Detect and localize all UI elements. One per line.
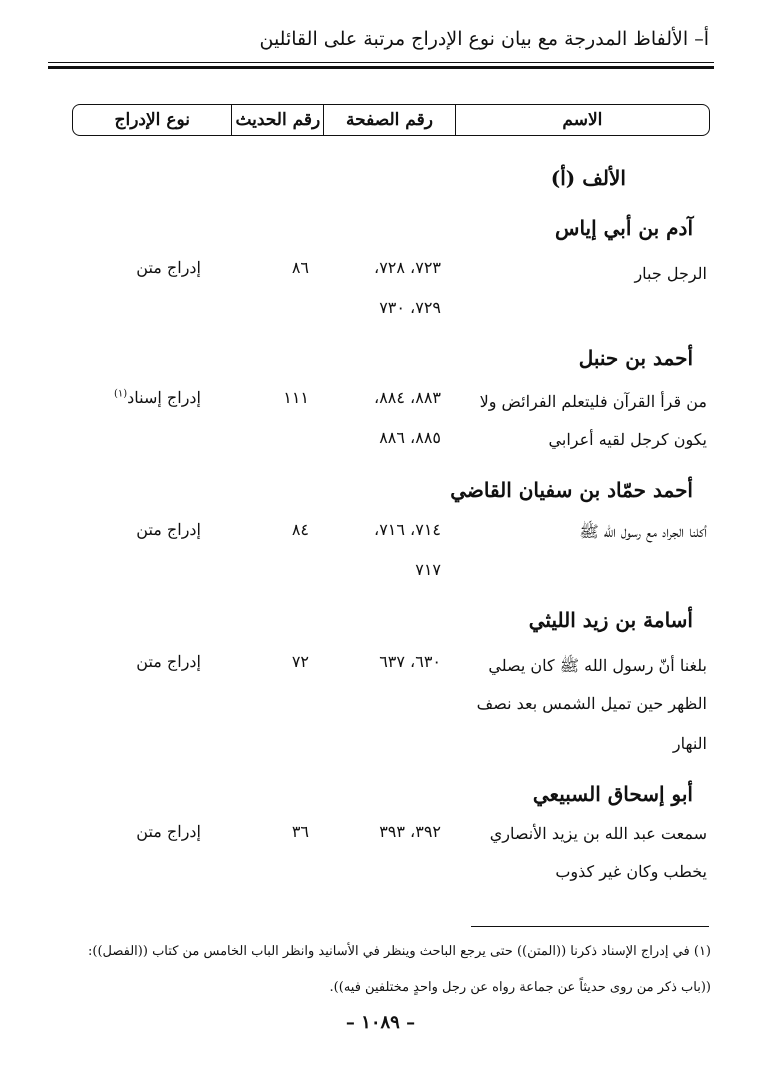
entry-hadith: ٣٦ xyxy=(291,822,309,841)
entry-text: بلغنا أنّ رسول الله ﷺ كان يصلي xyxy=(488,656,707,675)
entry-hadith: ٨٤ xyxy=(291,520,309,539)
entry-text: النهار xyxy=(672,734,707,753)
entry-type-text: إدراج إسناد xyxy=(127,388,201,407)
section-letter: الألف (أ) xyxy=(550,166,626,190)
footnote-line: (١) في إدراج الإسناد ذكرنا ((المتن)) حتى يرجع الباحث وينظر في الأسانيد وانظر الباب الخامس من كتاب ((الفصل)): xyxy=(88,944,711,959)
column-header-type: نوع الإدراج xyxy=(73,105,233,135)
entry-page: ٨٨٥، ٨٨٦ xyxy=(379,428,441,447)
entry-page: ٦٣٠، ٦٣٧ xyxy=(379,652,441,671)
footnote-rule xyxy=(471,926,709,927)
entry-text: من قرأ القرآن فليتعلم الفرائض ولا xyxy=(479,392,707,411)
entry-page: ٧٢٩، ٧٣٠ xyxy=(379,298,441,317)
column-header-hadith: رقم الحديث xyxy=(232,105,324,135)
entry-page: ٣٩٢، ٣٩٣ xyxy=(379,822,441,841)
column-header-name: الاسم xyxy=(562,110,603,130)
narrator-name: أحمد حمّاد بن سفيان القاضي xyxy=(450,478,693,502)
entry-type: إدراج متن xyxy=(136,652,201,671)
page-number: – ١٠٨٩ – xyxy=(345,1012,416,1033)
entry-type: إدراج متن xyxy=(136,520,201,539)
entry-page: ٨٨٣، ٨٨٤، xyxy=(374,388,441,407)
narrator-name: آدم بن أبي إياس xyxy=(555,216,693,240)
narrator-name: أسامة بن زيد الليثي xyxy=(528,608,693,632)
table-header xyxy=(72,104,710,136)
entry-text: الرجل جبار xyxy=(634,264,707,283)
column-header-page: رقم الصفحة xyxy=(324,105,456,135)
entry-page: ٧٢٣، ٧٢٨، xyxy=(374,258,441,277)
entry-type: إدراج متن xyxy=(136,258,201,277)
header-rule xyxy=(48,62,714,63)
running-header: أ– الألفاظ المدرجة مع بيان نوع الإدراج مرتبة على القائلين xyxy=(259,28,709,50)
entry-hadith: ٧٢ xyxy=(291,652,309,671)
entry-page: ٧١٤، ٧١٦، xyxy=(374,520,441,539)
entry-hadith: ١١١ xyxy=(283,388,309,407)
footnote-line: ((باب ذكر من روى حديثاً عن جماعة رواه عن رجل واحدٍ مختلفين فيه)). xyxy=(329,980,711,995)
footnote-reference: (١) xyxy=(113,388,128,400)
entry-text: الظهر حين تميل الشمس بعد نصف xyxy=(476,694,707,713)
entry-text: أكلنا الجراد مع رسول الله ﷺ xyxy=(579,522,707,541)
narrator-name: أحمد بن حنبل xyxy=(578,346,693,370)
entry-page: ٧١٧ xyxy=(415,560,441,579)
entry-text: يكون كرجل لقيه أعرابي xyxy=(548,430,707,449)
entry-text: يخطب وكان غير كذوب xyxy=(555,862,707,881)
entry-type xyxy=(114,388,201,407)
header-rule-thick xyxy=(48,66,714,69)
entry-hadith: ٨٦ xyxy=(291,258,309,277)
narrator-name: أبو إسحاق السبيعي xyxy=(532,782,693,806)
entry-text: سمعت عبد الله بن يزيد الأنصاري xyxy=(489,824,707,843)
entry-type: إدراج متن xyxy=(136,822,201,841)
